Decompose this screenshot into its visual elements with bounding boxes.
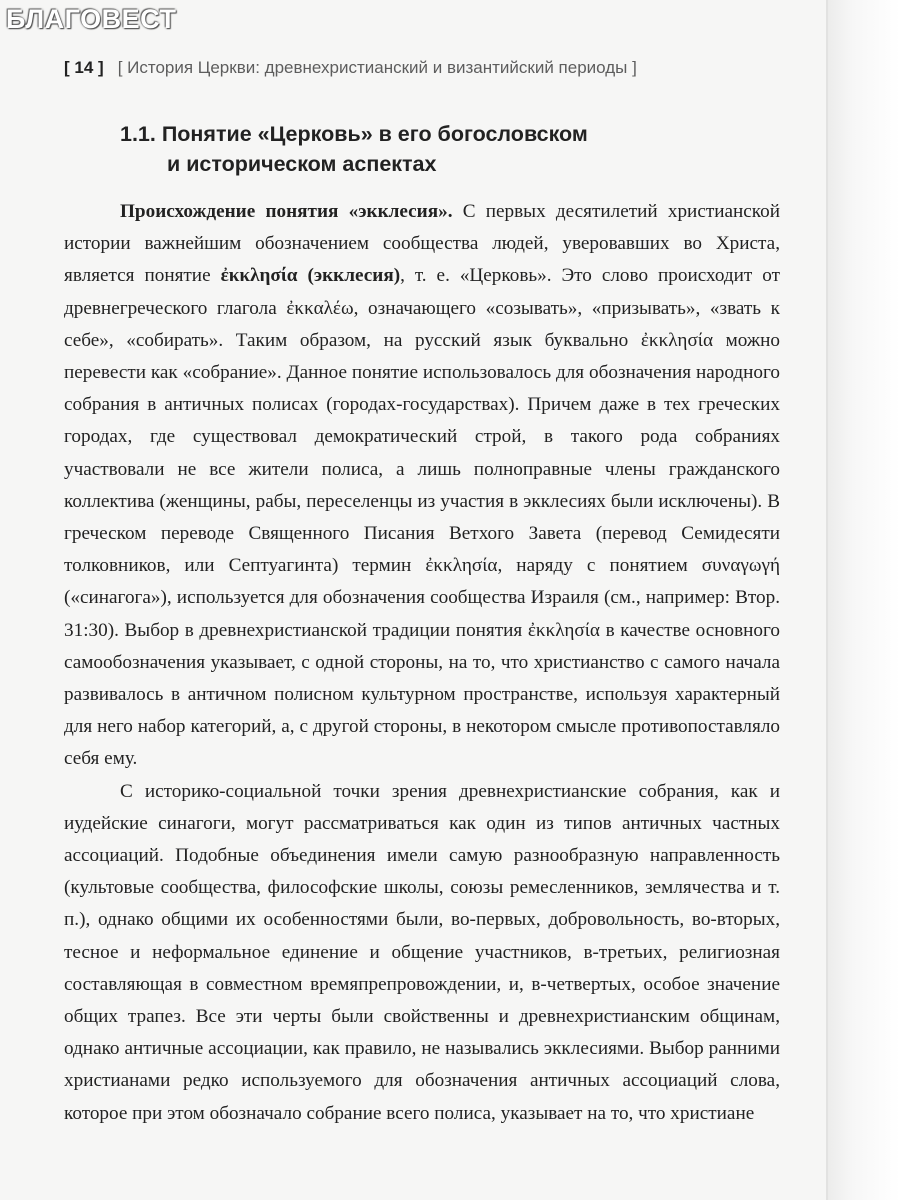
section-heading-line-1: 1.1. Понятие «Церковь» в его богословском (120, 122, 588, 146)
paragraph-1-run-in-heading: Происхождение понятия «экклесия». (120, 201, 453, 222)
page-number: [ 14 ] (64, 58, 104, 77)
page-edge (826, 0, 828, 1200)
section-heading (120, 119, 588, 179)
running-head (64, 58, 637, 78)
section-heading-line-2: и историческом аспектах (167, 152, 437, 176)
paragraph-2: С историко-социальной точки зрения древнехристианские собрания, как и иудейские синагоги, могут рассматриваться как один из типов античных частных ассоциаций. Подобные объединения имели самую разнообразную направленность (культовые сообщества, философские школы, союзы ремесленников, землячества и т. п.), однако общими их особенностями были, во-первых, добровольность, во-вторых, тесное и неформальное единение и общение участников, в-третьих, религиозная составляющая в совместном времяпрепровождении, и, в-четвертых, особое значение общих трапез. Все эти черты были свойственны и древнехристианским общинам, однако античные ассоциации, как правило, не назывались экклесиями. Выбор ранними христианами редко используемого для обозначения античных ассоциаций слова, которое при этом обозначало собрание всего полиса, указывает на то, что христиане (64, 780, 780, 1124)
paragraph-1-term: ἐκκλησία (экклесия) (220, 265, 401, 287)
body-text (64, 196, 780, 1130)
paragraph-1-text-a: С первых десятилетий христианской истории важнейшим обозначением сообщества людей, уверовавших во Христа, является понятие (64, 201, 780, 287)
facing-page-shadow (828, 0, 900, 1200)
watermark-logo: БЛАГОВЕСТ (6, 4, 177, 34)
paragraph-1 (64, 196, 780, 776)
paragraph-1-text-b: , т. е. «Церковь». Это слово происходит от древнегреческого глагола ἐκκαλέω, означающего «созывать», «призывать», «звать к себе», «собирать». Таким образом, на русский язык буквально ἐκκλησία можно перевести как «собрание». Данное понятие использовалось для обозначения народного собрания в античных полисах (городах-государствах). Причем даже в тех греческих городах, где существовал демократический строй, в такого рода собраниях участвовали не все жители полиса, а лишь полноправные члены гражданского коллектива (женщины, рабы, переселенцы из участия в экклесиях были исключены). В греческом переводе Священного Писания Ветхого Завета (перевод Семидесяти толковников, или Септуагинта) термин ἐκκλησία, наряду с понятием συναγωγή («синагога»), используется для обозначения сообщества Израиля (см., например: Втор. 31:30). Выбор в древнехристианской традиции понятия ἐκκλησία в качестве основного самообозначения указывает, с одной стороны, на то, что христианство с самого начала развивалось в античном полисном культурном пространстве, используя характерный для него набор категорий, а, с другой стороны, в некотором смысле противопоставляло себя ему. (64, 265, 780, 770)
running-title: [ История Церкви: древнехристианский и византийский периоды ] (117, 58, 637, 77)
